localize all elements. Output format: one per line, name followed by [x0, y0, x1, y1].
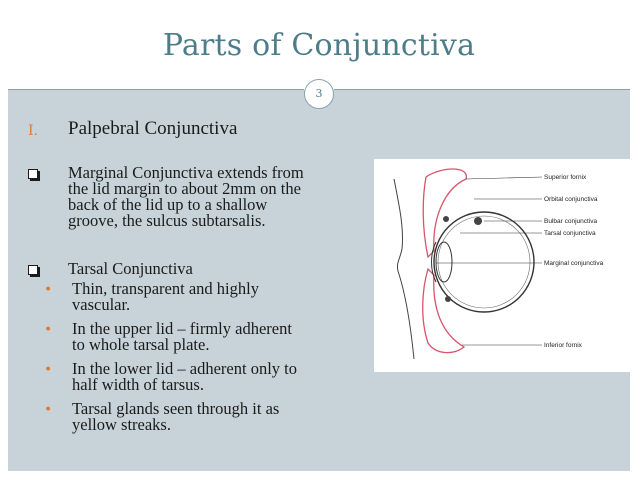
- dot-bullet-icon: •: [44, 282, 53, 298]
- tarsal-point-line: to whole tarsal plate.: [72, 335, 210, 354]
- lens-shape: [436, 242, 452, 282]
- label-marginal-conjunctiva: Marginal conjunctiva: [544, 260, 604, 267]
- eyelid-outline: [394, 179, 414, 359]
- conjunctiva-diagram: [374, 159, 630, 372]
- tarsal-point: [72, 321, 292, 353]
- eye-cross-section-illustration: [374, 159, 630, 372]
- tarsal-heading: Tarsal Conjunctiva: [68, 259, 193, 278]
- tarsal-point-line: Tarsal glands seen through it as: [72, 399, 280, 418]
- slide: [8, 9, 630, 471]
- slide-header: [8, 9, 630, 90]
- dot-bullet-icon: •: [44, 362, 53, 378]
- label-inferior-fornix: Inferior fornix: [544, 342, 582, 349]
- gland-marker: [474, 217, 482, 225]
- gland-marker: [445, 296, 451, 302]
- tarsal-point-line: half width of tarsus.: [72, 375, 204, 394]
- tarsal-point: [72, 401, 279, 433]
- tarsal-point-line: yellow streaks.: [72, 415, 171, 434]
- dot-bullet-icon: •: [44, 322, 53, 338]
- tarsal-point-line: vascular.: [72, 295, 131, 314]
- title-rule-right: [334, 89, 630, 90]
- marginal-line: groove, the sulcus subtarsalis.: [68, 211, 266, 230]
- label-bulbar-conjunctiva: Bulbar conjunctiva: [544, 218, 598, 225]
- marginal-line: the lid margin to about 2mm on the: [68, 179, 301, 198]
- label-orbital-conjunctiva: Orbital conjunctiva: [544, 196, 598, 203]
- marginal-line: back of the lid up to a shallow: [68, 195, 268, 214]
- upper-conjunctiva-outline: [423, 169, 466, 257]
- marginal-line: Marginal Conjunctiva extends from: [68, 163, 304, 182]
- section-numeral: I.: [28, 123, 38, 139]
- dot-bullet-icon: •: [44, 402, 53, 418]
- slide-title: Parts of Conjunctiva: [162, 28, 476, 63]
- tarsal-point: [72, 281, 259, 313]
- label-tarsal-conjunctiva: Tarsal conjunctiva: [544, 230, 596, 237]
- tarsal-point: [72, 361, 297, 393]
- section-heading: Palpebral Conjunctiva: [68, 118, 238, 139]
- title-rule-left: [8, 89, 304, 90]
- label-superior-fornix: Superior fornix: [544, 174, 587, 181]
- square-bullet-icon: [28, 265, 38, 275]
- gland-marker: [443, 216, 449, 222]
- marginal-paragraph: [68, 165, 304, 229]
- square-bullet-icon: [28, 169, 38, 179]
- page-number: 3: [304, 79, 334, 109]
- tarsal-point-line: In the upper lid – firmly adherent: [72, 319, 292, 338]
- tarsal-point-line: In the lower lid – adherent only to: [72, 359, 297, 378]
- leader-line: [466, 177, 542, 179]
- tarsal-point-line: Thin, transparent and highly: [72, 279, 259, 298]
